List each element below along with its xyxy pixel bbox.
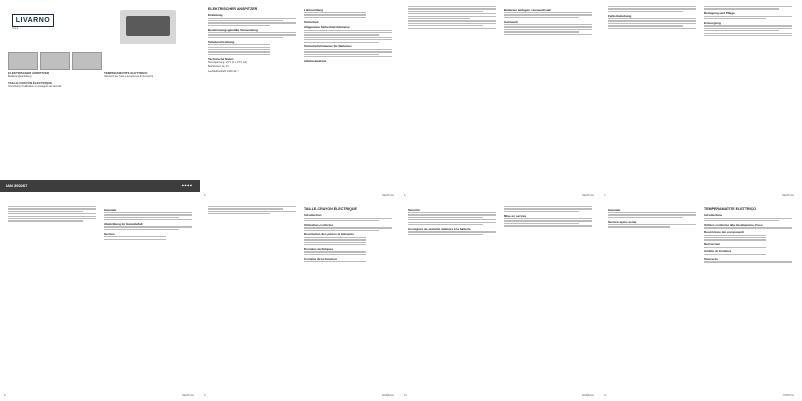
heading-it-title: TEMPERAMATITE ELETTRICO — [704, 207, 757, 211]
cover-photo-2 — [40, 52, 70, 70]
heading-cleaning: Reinigung und Pflege — [704, 11, 735, 16]
page-de-3: Fehlerbehebung Reinigung und Pflege Entsorgung 7 DE/AT/CH — [600, 0, 800, 200]
heading-guarantee: Garantie — [104, 207, 117, 212]
heading-service-process: Abwicklung im Garantiefall — [104, 221, 143, 226]
heading-usage: Gebrauch — [504, 19, 519, 24]
page-fr-1: TAILLE-CRAYON ÉLECTRIQUE Introduction Utilisation conforme Description des pièces et éléments Données techniques Contenu de la livraison 9 FR/BE/CH — [204, 207, 394, 397]
page-fr-2: Sécurité Consignes de sécurité relatives à la batterie Mise en service 10 FR/BE/CH — [404, 207, 594, 397]
heading-battery-safety: Sicherheitshinweise für Batterien — [304, 44, 352, 49]
heading-service: Service — [104, 231, 115, 236]
heading-use: Bestimmungsgemäße Verwendung — [208, 27, 258, 32]
cover-page — [0, 0, 200, 200]
ian-bar: IAN 300267 ◆ ◆ ◆ ◆ — [0, 180, 200, 192]
cover-photo-1 — [8, 52, 38, 70]
page-de-2: Batterien einlegen / auswechseln Gebrauch 6 DE/AT/CH — [404, 7, 594, 197]
product-image — [120, 10, 176, 44]
cover-photo-3 — [72, 52, 102, 70]
heading-safety: Sicherheit — [304, 19, 319, 24]
heading-tech: Technische Daten — [208, 56, 234, 61]
page-de-1: ELEKTRISCHER ANSPITZER Einleitung Bestimmungsgemäße Verwendung Teilebeschreibung Technische Daten Nennspannung: 4,5 V (3 x 1,5 V, AA) Betriebszeit: ca. 4 h Leerlaufdrehzahl: 1000 min⁻¹ Lieferumfang Sicherheit Allgemeine Sicherheitshinweise Sicherheitshinweise für Batterien Inbetriebnahme 5 DE/AT/CH — [204, 7, 394, 197]
heading-fr-title: TAILLE-CRAYON ÉLECTRIQUE — [304, 207, 357, 211]
heading-parts: Teilebeschreibung — [208, 39, 235, 44]
cover-text-mid: TEMPERAMATITE ELETTRICO Istruzioni per l'uso e avvertenze di sicurezza — [104, 71, 153, 79]
heading-main: ELEKTRISCHER ANSPITZER — [208, 7, 258, 11]
page-it-1: Garantie Service après-vente TEMPERAMATITE ELETTRICO Introduzione Utilizzo conforme alla destinazione d'uso Descrizione dei componenti Dati tecnici Ambito di fornitura Sicurezza 11 IT/MT/CH — [604, 207, 794, 397]
heading-intro: Einleitung — [208, 13, 223, 18]
brand-sub: home — [12, 27, 19, 30]
heading-battery-insert: Batterien einlegen / auswechseln — [504, 7, 552, 12]
cover-text-left: ELEKTRISCHER ANSPITZER Bedienungsanleitung TAILLE-CRAYON ÉLECTRIQUE Instructions d'utilisation et consignes de sécurité — [8, 71, 62, 88]
heading-supply: Lieferumfang — [304, 7, 324, 12]
page-de-4: Garantie Abwicklung im Garantiefall Service 8 DE/AT/CH — [4, 207, 194, 397]
brand-logo: LIVARNO — [12, 14, 54, 27]
heading-fault: Fehlerbehebung — [608, 13, 632, 18]
heading-disposal: Entsorgung — [704, 20, 721, 25]
